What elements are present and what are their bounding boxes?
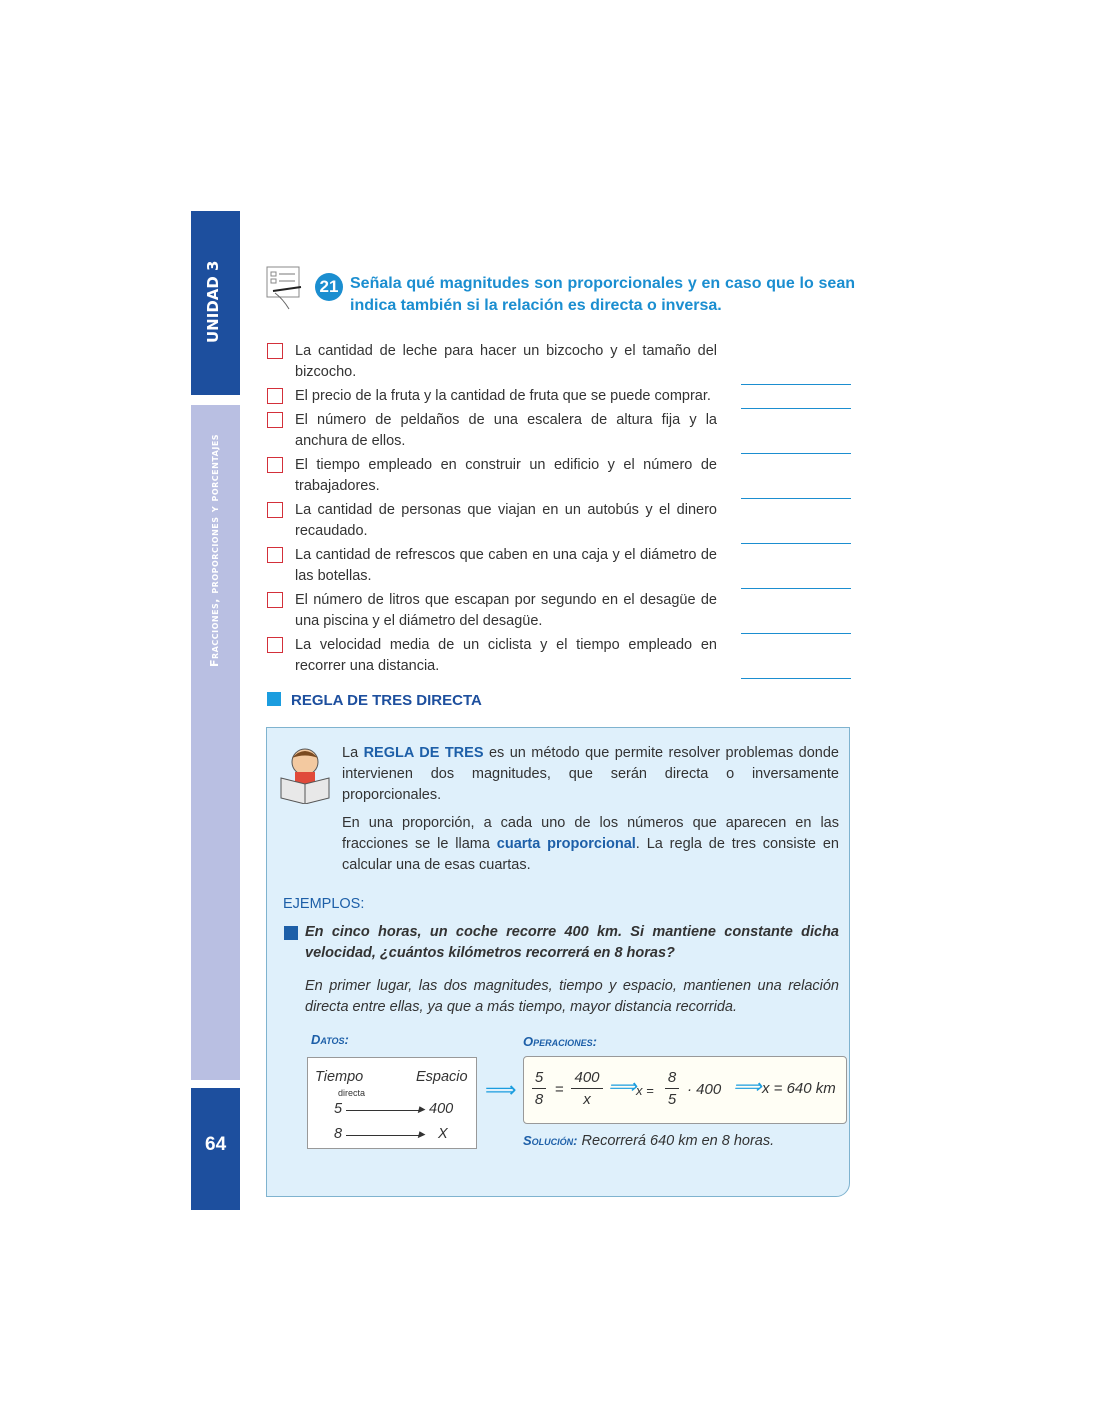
examples-label: EJEMPLOS: <box>283 896 365 912</box>
datos-card: Tiempo Espacio directa 5 ▶ 400 8 ▶ X <box>307 1057 477 1149</box>
theory-box <box>266 727 850 1197</box>
checklist-pen-icon <box>265 265 305 311</box>
solution: Solución: Recorrerá 640 km en 8 horas. <box>523 1133 775 1149</box>
theory-paragraph-1: La REGLA DE TRES es un método que permite resolver problemas donde intervienen dos magnitudes, que serán directa o inversamente proporcionales. <box>342 745 839 803</box>
answer-line[interactable] <box>741 543 851 544</box>
answer-line[interactable] <box>741 453 851 454</box>
list-item: El precio de la fruta y la cantidad de fruta que se puede comprar. <box>267 386 857 407</box>
exercise-title: Señala qué magnitudes son proporcionales y en caso que lo sean indica también si la relación es directa o inversa. <box>350 275 855 314</box>
square-bullet-icon <box>267 692 281 706</box>
list-item: El tiempo empleado en construir un edificio y el número de trabajadores. <box>267 455 857 497</box>
implies-arrow-icon: ⟹ <box>485 1077 517 1102</box>
list-item: La cantidad de leche para hacer un bizcocho y el tamaño del bizcocho. <box>267 341 857 383</box>
topic-label: Fracciones, proporciones y porcentajes <box>208 433 221 667</box>
result: x = 640 km <box>762 1080 836 1097</box>
example-problem: En cinco horas, un coche recorre 400 km. Si mantiene constante dicha velocidad, ¿cuántos kilómetros recorrerá en 8 horas? <box>305 924 839 961</box>
answer-line[interactable] <box>741 588 851 589</box>
answer-line[interactable] <box>741 678 851 679</box>
reading-child-icon <box>277 744 333 804</box>
list-item: La cantidad de personas que viajan en un autobús y el dinero recaudado. <box>267 500 857 542</box>
theory-paragraph-2: En una proporción, a cada uno de los números que aparecen en las fracciones se le llama cuarta proporcional. La regla de tres consiste en calcular una de esas cuartas. <box>342 815 839 873</box>
checkbox[interactable] <box>267 637 283 653</box>
answer-line[interactable] <box>741 384 851 385</box>
page-number: 64 <box>205 1134 227 1155</box>
section-heading: REGLA DE TRES DIRECTA <box>267 691 857 711</box>
sidebar-page <box>191 1088 240 1210</box>
list-item: La cantidad de refrescos que caben en una caja y el diámetro de las botellas. <box>267 545 857 587</box>
checkbox[interactable] <box>267 592 283 608</box>
unit-label: UNIDAD 3 <box>204 260 222 343</box>
checkbox[interactable] <box>267 343 283 359</box>
square-bullet-icon <box>284 926 298 940</box>
checkbox[interactable] <box>267 502 283 518</box>
checkbox[interactable] <box>267 457 283 473</box>
content-flow <box>267 341 857 1197</box>
list-item: La velocidad media de un ciclista y el tiempo empleado en recorrer una distancia. <box>267 635 857 677</box>
answer-line[interactable] <box>741 408 851 409</box>
answer-line[interactable] <box>741 498 851 499</box>
example-work <box>267 1032 849 1182</box>
datos-label: Datos: <box>311 1032 349 1047</box>
checkbox[interactable] <box>267 388 283 404</box>
example-explanation: En primer lugar, las dos magnitudes, tiempo y espacio, mantienen una relación directa entre ellas, ya que a más tiempo, mayor distancia recorrida. <box>305 978 839 1015</box>
list-item: El número de litros que escapan por segundo en el desagüe de una piscina y el diámetro del desagüe. <box>267 590 857 632</box>
checkbox[interactable] <box>267 547 283 563</box>
exercise-header <box>265 265 855 325</box>
answer-line[interactable] <box>741 633 851 634</box>
operaciones-label: Operaciones: <box>523 1034 597 1049</box>
exercise-number: 21 <box>315 273 343 301</box>
sidebar-topic <box>191 405 240 1080</box>
sidebar-unit <box>191 211 240 395</box>
operations-card: 5 8 = 400 x ⟹ x = 8 5 · 400 ⟹ x = 640 km <box>523 1056 847 1124</box>
example-problem-row <box>267 922 849 964</box>
checkbox[interactable] <box>267 412 283 428</box>
list-item: El número de peldaños de una escalera de altura fija y la anchura de ellos. <box>267 410 857 452</box>
